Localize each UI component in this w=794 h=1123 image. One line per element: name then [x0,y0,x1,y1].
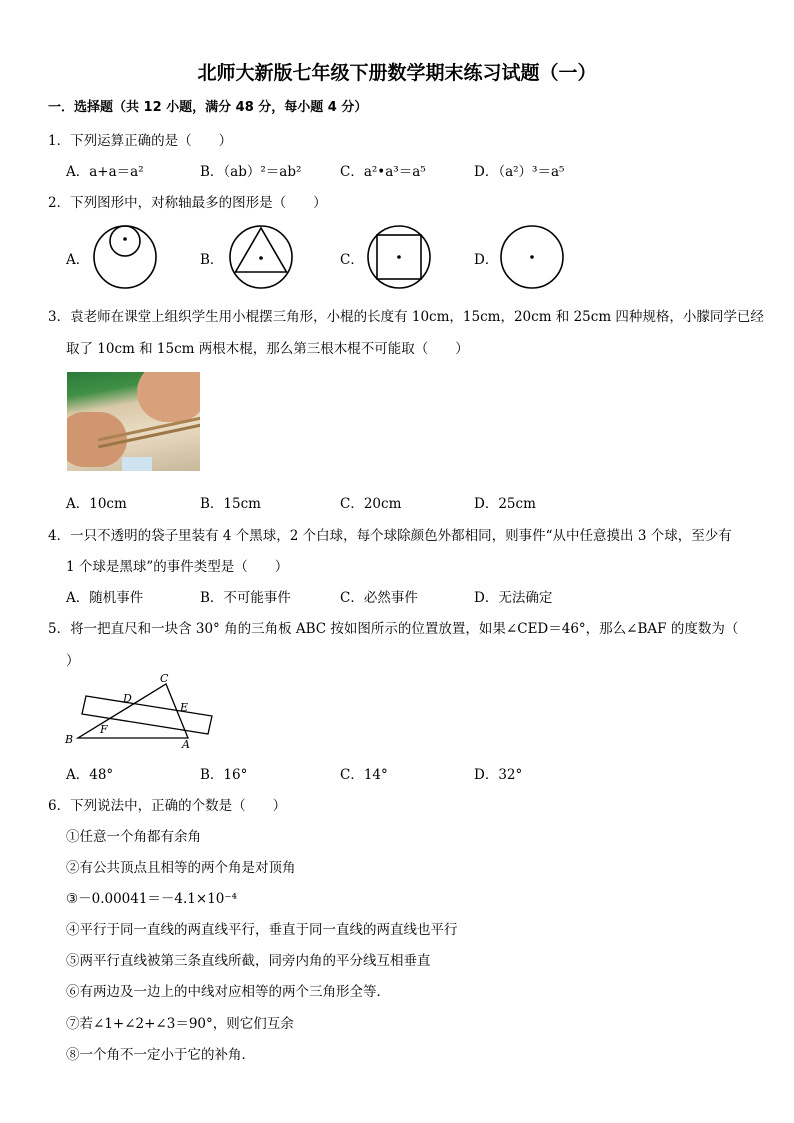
question-2-stem: 2．下列图形中，对称轴最多的图形是（ ） [48,195,327,211]
q5-option-d: D．32° [474,767,523,783]
q6-statement-2: ②有公共顶点且相等的两个角是对顶角 [66,860,296,876]
q2-option-d: D． [474,252,499,268]
label-c: C [160,672,169,685]
q3-option-c: C．20cm [340,496,402,512]
q3-option-a: A．10cm [66,496,127,512]
q4-option-c: C．必然事件 [340,590,418,606]
q6-statement-7: ⑦若∠1+∠2+∠3＝90°，则它们互余 [66,1016,294,1032]
q5-option-a: A．48° [66,767,114,783]
q2-option-c: C． [340,252,364,268]
q4-option-b: B．不可能事件 [200,590,291,606]
question-1-stem: 1．下列运算正确的是（ ） [48,133,233,149]
q6-statement-8: ⑧一个角不一定小于它的补角． [66,1047,255,1063]
q3-option-d: D．25cm [474,496,536,512]
q4-option-a: A．随机事件 [66,590,144,606]
question-5-stem-line1: 5．将一把直尺和一块含 30° 角的三角板 ABC 按如图所示的位置放置，如果∠CED＝46°，那么∠BAF 的度数为（ [48,621,739,637]
q5-option-c: C．14° [340,767,388,783]
q6-statement-6: ⑥有两边及一边上的中线对应相等的两个三角形全等． [66,984,390,1000]
q2-option-b: B． [200,252,224,268]
question-3-stem-line2: 取了 10cm 和 15cm 两根木棍，那么第三根木棍不可能取（ ） [66,341,469,357]
q1-option-a: A．a+a＝a² [66,164,144,180]
q1-option-b: B．（ab）²＝ab² [200,164,302,180]
q5-option-b: B．16° [200,767,248,783]
question-6-stem: 6．下列说法中，正确的个数是（ ） [48,798,287,814]
label-b: B [65,733,74,746]
q1-option-c: C．a²•a³＝a⁵ [340,164,426,180]
label-a: A [182,738,190,751]
question-5-stem-line2: ） [66,653,80,669]
label-d: D [123,692,132,705]
label-e: E [180,701,189,714]
q2-figure-d [499,224,565,290]
q3-option-b: B．15cm [200,496,261,512]
q5-ruler-triangle-figure [62,670,222,752]
q2-figure-c [366,224,432,290]
q1-option-d: D．（a²）³＝a⁵ [474,164,565,180]
q6-statement-5: ⑤两平行直线被第三条直线所截，同旁内角的平分线互相垂直 [66,953,431,969]
q2-figure-b [228,224,294,290]
q2-figure-a [92,224,158,290]
question-3-stem-line1: 3．袁老师在课堂上组织学生用小棍摆三角形，小棍的长度有 10cm，15cm，20cm 和 25cm 四种规格，小朦同学已经 [48,309,764,325]
q6-statement-3: ③－0.00041＝－4.1×10⁻⁴ [66,891,237,907]
section-heading: 一．选择题（共 12 小题，满分 48 分，每小题 4 分） [48,100,368,115]
q2-option-a: A． [66,252,90,268]
q4-option-d: D．无法确定 [474,590,553,606]
page-title: 北师大新版七年级下册数学期末练习试题（一） [197,62,597,84]
label-f: F [100,723,108,736]
sticks-photo [67,372,200,471]
q6-statement-4: ④平行于同一直线的两直线平行，垂直于同一直线的两直线也平行 [66,922,458,938]
question-4-stem-line1: 4．一只不透明的袋子里装有 4 个黑球，2 个白球，每个球除颜色外都相同，则事件“从中任意摸出 3 个球，至少有 [48,528,732,544]
q6-statement-1: ①任意一个角都有余角 [66,829,201,845]
question-4-stem-line2: 1 个球是黑球”的事件类型是（ ） [66,559,289,575]
